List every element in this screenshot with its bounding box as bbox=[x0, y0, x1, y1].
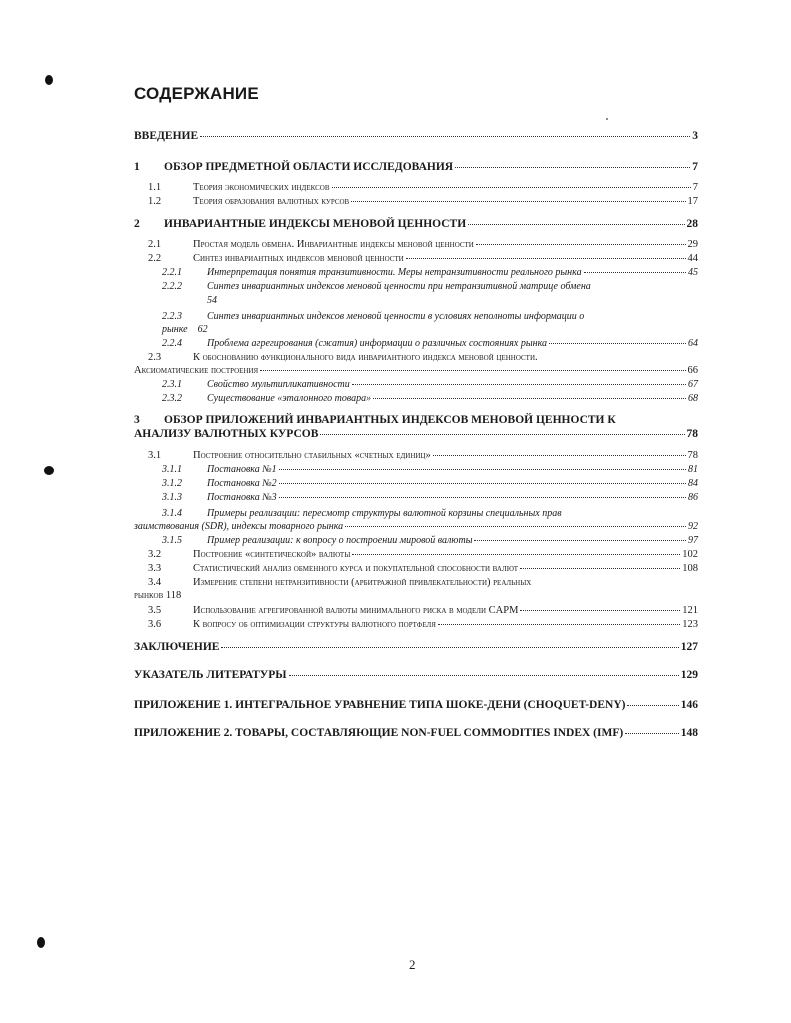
toc-entry-3-1-1[interactable]: 3.1.1 Постановка №1 81 bbox=[162, 464, 698, 475]
dot-leader bbox=[520, 609, 680, 611]
toc-entry-3-4-cont[interactable]: рынков 118 bbox=[134, 590, 182, 601]
toc-entry-2-3-2[interactable]: 2.3.2 Существование «эталонного товара» 68 bbox=[162, 393, 698, 404]
dot-leader bbox=[627, 704, 678, 706]
dot-leader bbox=[520, 567, 680, 569]
toc-entry-2-3[interactable]: 2.3 К обоснованию функционального вида инвариантного индекса меновой ценности. bbox=[148, 352, 538, 363]
toc-entry-2-3-1[interactable]: 2.3.1 Свойство мультипликативности 67 bbox=[162, 379, 698, 390]
dot-leader bbox=[345, 525, 686, 527]
toc-entry-3-1-3[interactable]: 3.1.3 Постановка №3 86 bbox=[162, 492, 698, 503]
toc-entry-2-2-3[interactable]: 2.2.3 Синтез инвариантных индексов меновой ценности в условиях неполноты информации о bbox=[162, 311, 585, 322]
toc-entry-2-3-cont[interactable]: Аксиоматические построения 66 bbox=[134, 365, 698, 376]
toc-entry-1-1[interactable]: 1.1 Теория экономических индексов 7 bbox=[148, 182, 698, 193]
scan-speck bbox=[606, 118, 608, 120]
dot-leader bbox=[373, 397, 686, 399]
dot-leader bbox=[279, 468, 686, 470]
toc-entry-2-1[interactable]: 2.1 Простая модель обмена. Инвариантные индексы меновой ценности 29 bbox=[148, 239, 698, 250]
toc-entry-3-2[interactable]: 3.2 Построение «синтетической» валюты 102 bbox=[148, 549, 698, 560]
toc-entry-3-1-4-cont[interactable]: заимствования (SDR), индексы товарного рынка 92 bbox=[134, 521, 698, 532]
toc-entry-2-2-4[interactable]: 2.2.4 Проблема агрегирования (сжатия) информации о различных состояниях рынка 64 bbox=[162, 338, 698, 349]
toc-entry-3-5[interactable]: 3.5 Использование агрегированной валюты минимального риска в модели CAPM 121 bbox=[148, 605, 698, 616]
dot-leader bbox=[406, 257, 686, 259]
dot-leader bbox=[351, 200, 685, 202]
toc-entry-3-3[interactable]: 3.3 Статистический анализ обменного курса и покупательной способности валют 108 bbox=[148, 563, 698, 574]
toc-entry-3-4[interactable]: 3.4 Измерение степени нетранзитивности (арбитражной привлекательности) реальных bbox=[148, 577, 532, 588]
punch-hole-mark bbox=[37, 937, 45, 948]
dot-leader bbox=[474, 539, 686, 541]
dot-leader bbox=[468, 223, 684, 225]
dot-leader bbox=[584, 271, 686, 273]
dot-leader bbox=[438, 623, 680, 625]
toc-entry-appendix-2[interactable]: ПРИЛОЖЕНИЕ 2. ТОВАРЫ, СОСТАВЛЯЮЩИЕ NON-FUEL COMMODITIES INDEX (IMF) 148 bbox=[134, 727, 698, 739]
toc-entry-3-1[interactable]: 3.1 Построение относительно стабильных «счетных единиц» 78 bbox=[148, 450, 698, 461]
page-title: СОДЕРЖАНИЕ bbox=[134, 84, 259, 103]
toc-entry-chapter-2[interactable]: 2 ИНВАРИАНТНЫЕ ИНДЕКСЫ МЕНОВОЙ ЦЕННОСТИ 28 bbox=[134, 218, 698, 230]
dot-leader bbox=[289, 674, 679, 676]
toc-entry-3-1-4[interactable]: 3.1.4 Примеры реализации: пересмотр структуры валютной корзины специальных прав bbox=[162, 508, 562, 519]
dot-leader bbox=[320, 433, 684, 435]
dot-leader bbox=[549, 342, 686, 344]
toc-entry-3-1-5[interactable]: 3.1.5 Пример реализации: к вопросу о построении мировой валюты 97 bbox=[162, 535, 698, 546]
toc-entry-2-2-2-page[interactable]: 54 bbox=[207, 295, 217, 306]
dot-leader bbox=[279, 496, 686, 498]
dot-leader bbox=[279, 482, 686, 484]
dot-leader bbox=[260, 369, 685, 371]
dot-leader bbox=[352, 383, 686, 385]
dot-leader bbox=[332, 186, 691, 188]
punch-hole-mark bbox=[44, 466, 54, 475]
toc-entry-1-2[interactable]: 1.2 Теория образования валютных курсов 17 bbox=[148, 196, 698, 207]
toc-entry-intro[interactable]: ВВЕДЕНИЕ 3 bbox=[134, 130, 698, 142]
dot-leader bbox=[221, 646, 678, 648]
toc-entry-chapter-3[interactable]: 3 ОБЗОР ПРИЛОЖЕНИЙ ИНВАРИАНТНЫХ ИНДЕКСОВ МЕНОВОЙ ЦЕННОСТИ К bbox=[134, 414, 616, 426]
toc-entry-conclusion[interactable]: ЗАКЛЮЧЕНИЕ 127 bbox=[134, 641, 698, 653]
page-number: 2 bbox=[409, 957, 416, 972]
toc-entry-2-2-3-cont[interactable]: рынке 62 bbox=[162, 324, 208, 335]
toc-entry-chapter-3-cont[interactable]: АНАЛИЗУ ВАЛЮТНЫХ КУРСОВ 78 bbox=[134, 428, 698, 440]
dot-leader bbox=[352, 553, 680, 555]
dot-leader bbox=[455, 166, 690, 168]
toc-entry-2-2-1[interactable]: 2.2.1 Интерпретация понятия транзитивности. Меры нетранзитивности реального рынка 45 bbox=[162, 267, 698, 278]
dot-leader bbox=[200, 135, 690, 137]
dot-leader bbox=[625, 732, 679, 734]
toc-entry-chapter-1[interactable]: 1 ОБЗОР ПРЕДМЕТНОЙ ОБЛАСТИ ИССЛЕДОВАНИЯ 7 bbox=[134, 161, 698, 173]
toc-entry-3-1-2[interactable]: 3.1.2 Постановка №2 84 bbox=[162, 478, 698, 489]
toc-entry-2-2-2[interactable]: 2.2.2 Синтез инвариантных индексов меновой ценности при нетранзитивной матрице обмена bbox=[162, 281, 591, 292]
toc-entry-3-6[interactable]: 3.6 К вопросу об оптимизации структуры валютного портфеля 123 bbox=[148, 619, 698, 630]
dot-leader bbox=[433, 454, 686, 456]
toc-entry-2-2[interactable]: 2.2 Синтез инвариантных индексов меновой ценности 44 bbox=[148, 253, 698, 264]
toc-entry-references[interactable]: УКАЗАТЕЛЬ ЛИТЕРАТУРЫ 129 bbox=[134, 669, 698, 681]
dot-leader bbox=[476, 243, 686, 245]
toc-entry-appendix-1[interactable]: ПРИЛОЖЕНИЕ 1. ИНТЕГРАЛЬНОЕ УРАВНЕНИЕ ТИПА ШОКЕ-ДЕНИ (CHOQUET-DENY) 146 bbox=[134, 699, 698, 711]
punch-hole-mark bbox=[45, 75, 53, 85]
